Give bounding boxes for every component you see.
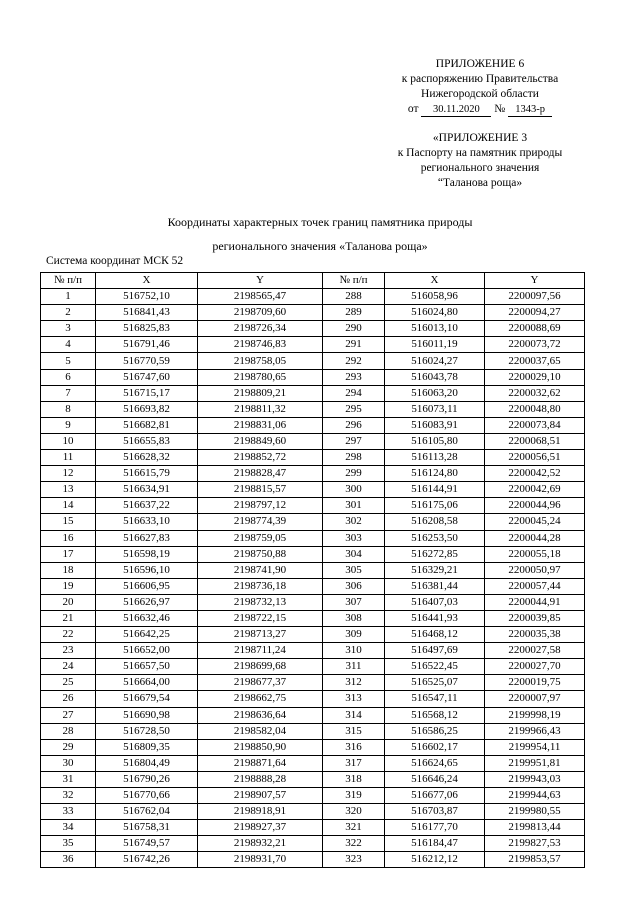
x-right: 516272,85 [385,546,485,562]
y-left: 2198828,47 [198,466,323,482]
x-right: 516058,96 [385,289,485,305]
point-number-right: 289 [323,305,385,321]
point-number-right: 299 [323,466,385,482]
y-right: 2200042,52 [485,466,585,482]
y-right: 2200035,38 [485,627,585,643]
y-left: 2198932,21 [198,836,323,852]
point-number-right: 291 [323,337,385,353]
point-number-right: 308 [323,610,385,626]
y-left: 2198811,32 [198,401,323,417]
x-right: 516144,91 [385,482,485,498]
point-number-left: 6 [41,369,96,385]
y-left: 2198713,27 [198,627,323,643]
point-number-right: 312 [323,675,385,691]
table-row [41,530,585,546]
x-left: 516791,46 [96,337,198,353]
y-right: 2200019,75 [485,675,585,691]
point-number-right: 297 [323,433,385,449]
point-number-right: 315 [323,723,385,739]
number-sign: № [494,103,506,115]
point-number-left: 12 [41,466,96,482]
x-right: 516381,44 [385,578,485,594]
point-number-right: 288 [323,289,385,305]
y-left: 2198780,65 [198,369,323,385]
point-number-left: 1 [41,289,96,305]
appendix-6-header [380,57,580,117]
x-left: 516804,49 [96,755,198,771]
table-row [41,771,585,787]
y-left: 2198750,88 [198,546,323,562]
y-right: 2200094,27 [485,305,585,321]
x-left: 516747,60 [96,369,198,385]
point-number-right: 303 [323,530,385,546]
table-row [41,514,585,530]
point-number-right: 301 [323,498,385,514]
y-right: 2200048,80 [485,401,585,417]
x-right: 516253,50 [385,530,485,546]
x-left: 516770,66 [96,788,198,804]
x-right: 516024,27 [385,353,485,369]
y-left: 2198907,57 [198,788,323,804]
y-left: 2198726,34 [198,321,323,337]
y-right: 2200027,58 [485,643,585,659]
header-num-right: № п/п [323,273,385,289]
x-left: 516809,35 [96,739,198,755]
x-right: 516073,11 [385,401,485,417]
y-right: 2200007,97 [485,691,585,707]
order-date: 30.11.2020 [421,104,491,117]
coordinate-system-label: Система координат МСК 52 [46,255,184,267]
point-number-right: 317 [323,755,385,771]
table-row [41,675,585,691]
x-right: 516525,07 [385,675,485,691]
document-title-line-1: Координаты характерных точек границ памятника природы [167,215,473,229]
table-row [41,627,585,643]
point-number-left: 15 [41,514,96,530]
table-row [41,289,585,305]
point-number-right: 309 [323,627,385,643]
point-number-left: 24 [41,659,96,675]
table-row [41,691,585,707]
point-number-right: 321 [323,820,385,836]
x-left: 516664,00 [96,675,198,691]
x-right: 516208,58 [385,514,485,530]
point-number-left: 28 [41,723,96,739]
point-number-left: 4 [41,337,96,353]
x-left: 516758,31 [96,820,198,836]
table-row [41,450,585,466]
header-num-left: № п/п [41,273,96,289]
x-right: 516177,70 [385,820,485,836]
point-number-left: 17 [41,546,96,562]
y-left: 2198758,05 [198,353,323,369]
table-row [41,385,585,401]
x-right: 516175,06 [385,498,485,514]
x-right: 516624,65 [385,755,485,771]
table-row [41,788,585,804]
y-right: 2200055,18 [485,546,585,562]
y-right: 2199951,81 [485,755,585,771]
point-number-right: 294 [323,385,385,401]
y-left: 2198850,90 [198,739,323,755]
y-right: 2199944,63 [485,788,585,804]
y-right: 2200057,44 [485,578,585,594]
x-right: 516602,17 [385,739,485,755]
x-right: 516441,93 [385,610,485,626]
x-right: 516124,80 [385,466,485,482]
point-number-right: 320 [323,804,385,820]
x-right: 516547,11 [385,691,485,707]
y-left: 2198931,70 [198,852,323,868]
x-left: 516598,19 [96,546,198,562]
x-left: 516690,98 [96,707,198,723]
y-right: 2200037,65 [485,353,585,369]
appendix-6-region-line: Нижегородской области [421,88,539,100]
point-number-right: 295 [323,401,385,417]
y-right: 2200088,69 [485,321,585,337]
x-left: 516762,04 [96,804,198,820]
x-right: 516329,21 [385,562,485,578]
table-row [41,353,585,369]
document-title [60,210,580,258]
x-left: 516728,50 [96,723,198,739]
point-number-right: 318 [323,771,385,787]
x-left: 516657,50 [96,659,198,675]
x-left: 516628,32 [96,450,198,466]
x-left: 516752,10 [96,289,198,305]
y-right: 2200039,85 [485,610,585,626]
x-left: 516770,59 [96,353,198,369]
table-row [41,546,585,562]
point-number-left: 32 [41,788,96,804]
point-number-left: 33 [41,804,96,820]
x-right: 516011,19 [385,337,485,353]
x-right: 516024,80 [385,305,485,321]
x-right: 516646,24 [385,771,485,787]
point-number-left: 18 [41,562,96,578]
x-left: 516693,82 [96,401,198,417]
point-number-left: 30 [41,755,96,771]
table-body [41,289,585,868]
y-right: 2199980,55 [485,804,585,820]
y-left: 2198736,18 [198,578,323,594]
header-x-right: X [385,273,485,289]
y-right: 2200097,56 [485,289,585,305]
order-number: 1343-р [508,104,552,117]
x-left: 516632,46 [96,610,198,626]
x-left: 516596,10 [96,562,198,578]
table-row [41,482,585,498]
x-right: 516063,20 [385,385,485,401]
x-left: 516742,26 [96,852,198,868]
appendix-3-passport-line: к Паспорту на памятник природы [397,147,563,159]
point-number-left: 13 [41,482,96,498]
x-right: 516043,78 [385,369,485,385]
point-number-right: 316 [323,739,385,755]
table-row [41,755,585,771]
point-number-left: 11 [41,450,96,466]
x-left: 516637,22 [96,498,198,514]
table-row [41,804,585,820]
y-right: 2200073,72 [485,337,585,353]
y-left: 2198722,15 [198,610,323,626]
point-number-left: 27 [41,707,96,723]
y-left: 2198871,64 [198,755,323,771]
x-left: 516825,83 [96,321,198,337]
point-number-left: 35 [41,836,96,852]
x-right: 516212,12 [385,852,485,868]
point-number-right: 310 [323,643,385,659]
point-number-right: 307 [323,594,385,610]
x-left: 516841,43 [96,305,198,321]
table-row [41,369,585,385]
x-right: 516497,69 [385,643,485,659]
table-row [41,337,585,353]
point-number-right: 305 [323,562,385,578]
appendix-6-date-line [380,102,580,117]
y-right: 2199998,19 [485,707,585,723]
point-number-left: 7 [41,385,96,401]
point-number-right: 322 [323,836,385,852]
x-right: 516013,10 [385,321,485,337]
point-number-right: 304 [323,546,385,562]
y-right: 2200068,51 [485,433,585,449]
y-left: 2198797,12 [198,498,323,514]
x-right: 516568,12 [385,707,485,723]
y-right: 2200042,69 [485,482,585,498]
x-left: 516627,83 [96,530,198,546]
x-left: 516679,54 [96,691,198,707]
y-left: 2198759,05 [198,530,323,546]
point-number-right: 290 [323,321,385,337]
y-right: 2199827,53 [485,836,585,852]
document-title-line-2: регионального значения «Таланова роща» [212,239,428,253]
x-right: 516586,25 [385,723,485,739]
x-left: 516642,25 [96,627,198,643]
x-right: 516703,87 [385,804,485,820]
point-number-left: 26 [41,691,96,707]
x-right: 516105,80 [385,433,485,449]
point-number-right: 323 [323,852,385,868]
point-number-left: 21 [41,610,96,626]
y-right: 2200032,62 [485,385,585,401]
y-right: 2200056,51 [485,450,585,466]
y-right: 2200044,91 [485,594,585,610]
point-number-left: 20 [41,594,96,610]
y-right: 2200044,96 [485,498,585,514]
x-right: 516407,03 [385,594,485,610]
table-row [41,659,585,675]
x-left: 516749,57 [96,836,198,852]
y-right: 2199853,57 [485,852,585,868]
y-right: 2200029,10 [485,369,585,385]
point-number-left: 34 [41,820,96,836]
x-left: 516682,81 [96,417,198,433]
x-right: 516468,12 [385,627,485,643]
x-left: 516606,95 [96,578,198,594]
point-number-left: 16 [41,530,96,546]
y-left: 2198636,64 [198,707,323,723]
point-number-left: 19 [41,578,96,594]
table-row [41,498,585,514]
x-left: 516634,91 [96,482,198,498]
header-y-right: Y [485,273,585,289]
table-row [41,417,585,433]
point-number-left: 2 [41,305,96,321]
table-row [41,739,585,755]
x-right: 516677,06 [385,788,485,804]
y-left: 2198699,68 [198,659,323,675]
table-row [41,466,585,482]
x-left: 516790,26 [96,771,198,787]
x-right: 516083,91 [385,417,485,433]
y-right: 2200045,24 [485,514,585,530]
table-row [41,610,585,626]
y-left: 2198888,28 [198,771,323,787]
point-number-left: 9 [41,417,96,433]
y-right: 2200044,28 [485,530,585,546]
y-right: 2199943,03 [485,771,585,787]
point-number-right: 314 [323,707,385,723]
x-left: 516626,97 [96,594,198,610]
y-left: 2198746,83 [198,337,323,353]
table-row [41,820,585,836]
appendix-6-title: ПРИЛОЖЕНИЕ 6 [435,58,525,70]
table-row [41,321,585,337]
y-left: 2198709,60 [198,305,323,321]
y-right: 2199954,11 [485,739,585,755]
point-number-right: 319 [323,788,385,804]
y-left: 2198831,06 [198,417,323,433]
y-left: 2198927,37 [198,820,323,836]
header-x-left: X [96,273,198,289]
table-row [41,836,585,852]
point-number-left: 31 [41,771,96,787]
table-row [41,578,585,594]
point-number-right: 292 [323,353,385,369]
point-number-right: 293 [323,369,385,385]
y-left: 2198662,75 [198,691,323,707]
table-row [41,305,585,321]
y-left: 2198741,90 [198,562,323,578]
point-number-left: 5 [41,353,96,369]
table-row [41,401,585,417]
x-left: 516633,10 [96,514,198,530]
point-number-left: 8 [41,401,96,417]
y-left: 2198918,91 [198,804,323,820]
y-left: 2198815,57 [198,482,323,498]
y-left: 2198732,13 [198,594,323,610]
point-number-left: 14 [41,498,96,514]
point-number-right: 311 [323,659,385,675]
table-row [41,852,585,868]
table-row [41,594,585,610]
x-right: 516113,28 [385,450,485,466]
appendix-3-header [380,131,580,191]
y-left: 2198565,47 [198,289,323,305]
point-number-right: 306 [323,578,385,594]
point-number-left: 23 [41,643,96,659]
y-right: 2199966,43 [485,723,585,739]
y-right: 2199813,44 [485,820,585,836]
appendix-3-title: «ПРИЛОЖЕНИЕ 3 [432,132,528,144]
point-number-left: 10 [41,433,96,449]
point-number-left: 22 [41,627,96,643]
y-right: 2200073,84 [485,417,585,433]
x-left: 516615,79 [96,466,198,482]
point-number-left: 29 [41,739,96,755]
x-right: 516522,45 [385,659,485,675]
appendix-3-significance-line: регионального значения [420,162,540,174]
x-left: 516715,17 [96,385,198,401]
y-left: 2198809,21 [198,385,323,401]
y-left: 2198677,37 [198,675,323,691]
point-number-right: 302 [323,514,385,530]
y-left: 2198711,24 [198,643,323,659]
point-number-right: 300 [323,482,385,498]
y-left: 2198582,04 [198,723,323,739]
y-left: 2198849,60 [198,433,323,449]
table-header-row [41,273,585,289]
appendix-6-order-line: к распоряжению Правительства [401,73,559,85]
x-left: 516652,00 [96,643,198,659]
coordinates-table [40,272,585,868]
appendix-3-name-line: “Таланова роща» [437,177,523,189]
x-left: 516655,83 [96,433,198,449]
table-row [41,723,585,739]
point-number-left: 25 [41,675,96,691]
table-row [41,562,585,578]
point-number-left: 36 [41,852,96,868]
header-y-left: Y [198,273,323,289]
point-number-left: 3 [41,321,96,337]
from-label: от [407,103,419,115]
x-right: 516184,47 [385,836,485,852]
y-right: 2200050,97 [485,562,585,578]
y-right: 2200027,70 [485,659,585,675]
table-row [41,643,585,659]
table-row [41,707,585,723]
point-number-right: 313 [323,691,385,707]
point-number-right: 296 [323,417,385,433]
point-number-right: 298 [323,450,385,466]
y-left: 2198852,72 [198,450,323,466]
table-row [41,433,585,449]
y-left: 2198774,39 [198,514,323,530]
